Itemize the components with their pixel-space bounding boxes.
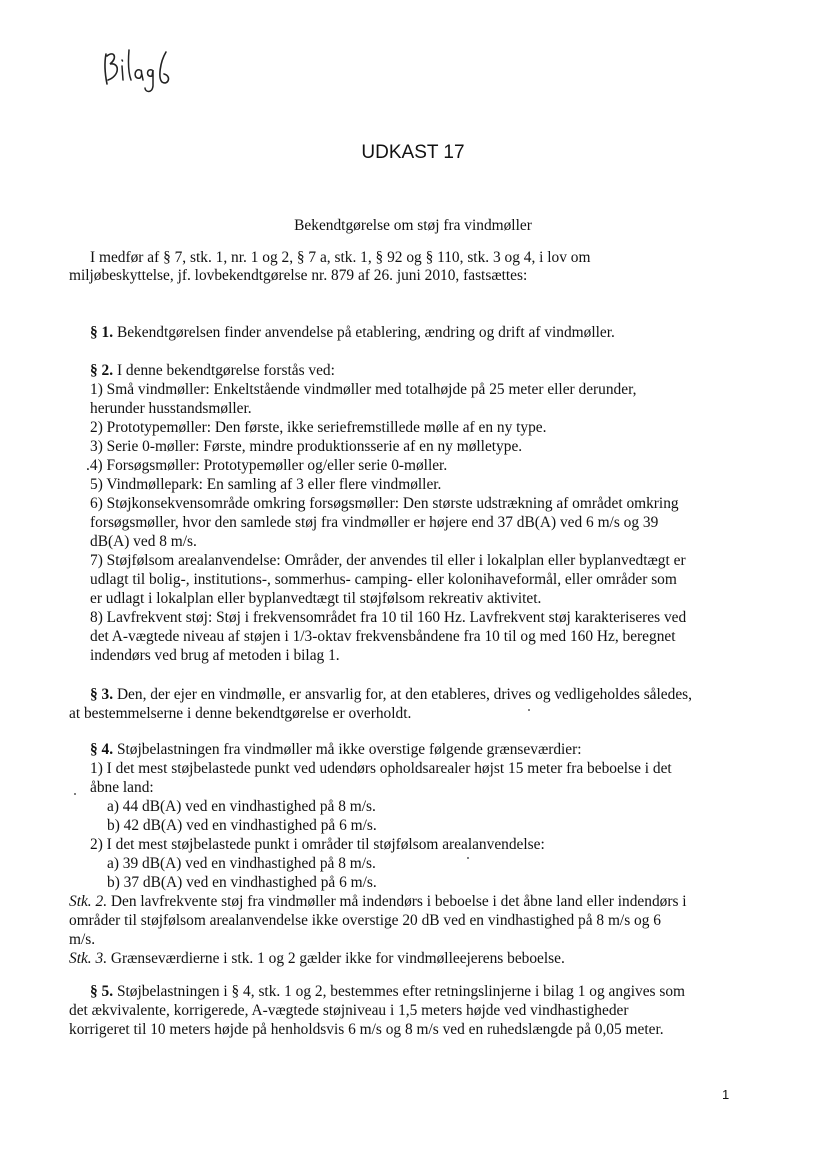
section-text: Støjbelastningen fra vindmøller må ikke overstige følgende grænseværdier: — [113, 741, 582, 758]
stk-text: Grænseværdierne i stk. 1 og 2 gælder ikke for vindmølleejerens beboelse. — [107, 950, 565, 967]
section-text: Den, der ejer en vindmølle, er ansvarlig for, at den etableres, drives og vedligeholdes således, — [113, 686, 692, 703]
stk-label: Stk. 2. — [69, 893, 108, 910]
section-2-intro — [90, 361, 335, 380]
stk-2-line: m/s. — [69, 931, 96, 948]
limit-line: b) 37 dB(A) ved en vindhastighed på 6 m/s. — [107, 874, 377, 891]
section-text: Støjbelastningen i § 4, stk. 1 og 2, bestemmes efter retningslinjerne i bilag 1 og angives som — [113, 983, 686, 1000]
definition-line: indendørs ved brug af metoden i bilag 1. — [90, 647, 340, 664]
section-number: § 4. — [90, 741, 114, 758]
stk-2 — [69, 892, 687, 911]
definition-line: 2) Prototypemøller: Den første, ikke seriefremstillede mølle af en ny type. — [90, 419, 547, 436]
section-number: § 3. — [90, 686, 114, 703]
section-3 — [90, 685, 692, 704]
stk-label: Stk. 3. — [69, 950, 108, 967]
section-4-intro — [90, 740, 582, 759]
stk-3 — [69, 949, 565, 968]
definition-line: forsøgsmøller, hvor den samlede støj fra vindmøller er højere end 37 dB(A) ved 6 m/s og 39 — [90, 514, 659, 531]
document-title: Bekendtgørelse om støj fra vindmøller — [294, 217, 532, 234]
section-5 — [90, 982, 685, 1001]
section-number: § 2. — [90, 362, 114, 379]
section-number: § 1. — [90, 324, 114, 341]
scan-speck — [467, 857, 469, 859]
preamble-line: miljøbeskyttelse, jf. lovbekendtgørelse nr. 879 af 26. juni 2010, fastsættes: — [69, 267, 528, 284]
definition-line: 1) Små vindmøller: Enkeltstående vindmøller med totalhøjde på 25 meter eller derunder, — [90, 381, 637, 398]
handwritten-note-bilag-6 — [98, 42, 178, 98]
definition-line: dB(A) ved 8 m/s. — [90, 533, 197, 550]
limit-line: a) 39 dB(A) ved en vindhastighed på 8 m/s. — [107, 855, 376, 872]
limit-line: åbne land: — [90, 779, 154, 796]
scan-speck — [74, 793, 76, 795]
section-5-line: det ækvivalente, korrigerede, A-vægtede støjniveau i 1,5 meters højde ved vindhastigheder — [69, 1002, 629, 1019]
draft-label: UDKAST 17 — [361, 142, 465, 163]
section-text: I denne bekendtgørelse forstås ved: — [113, 362, 335, 379]
limit-line: a) 44 dB(A) ved en vindhastighed på 8 m/s. — [107, 798, 376, 815]
section-number: § 5. — [90, 983, 114, 1000]
preamble-line: I medfør af § 7, stk. 1, nr. 1 og 2, § 7 a, stk. 1, § 92 og § 110, stk. 3 og 4, i lov om — [90, 249, 591, 266]
definition-line: 3) Serie 0-møller: Første, mindre produktionsserie af en ny mølletype. — [90, 438, 523, 455]
definition-line: 5) Vindmøllepark: En samling af 3 eller flere vindmøller. — [90, 476, 442, 493]
definition-line: er udlagt i lokalplan eller byplanvedtægt til støjfølsom rekreativ aktivitet. — [90, 590, 542, 607]
section-1 — [90, 323, 615, 342]
section-text: Bekendtgørelsen finder anvendelse på etablering, ændring og drift af vindmøller. — [113, 324, 615, 341]
limit-line: b) 42 dB(A) ved en vindhastighed på 6 m/s. — [107, 817, 377, 834]
page-number: 1 — [722, 1087, 730, 1102]
definition-line: det A-vægtede niveau af støjen i 1/3-oktav frekvensbåndene fra 10 til og med 160 Hz, beregnet — [90, 628, 676, 645]
limit-line: 2) I det mest støjbelastede punkt i områder til støjfølsom arealanvendelse: — [90, 836, 545, 853]
definition-line: 7) Støjfølsom arealanvendelse: Områder, der anvendes til eller i lokalplan eller byplanvedtægt er — [90, 552, 686, 569]
scan-speck — [528, 709, 530, 711]
definition-line: herunder husstandsmøller. — [90, 400, 252, 417]
stk-2-line: områder til støjfølsom arealanvendelse ikke overstige 20 dB ved en vindhastighed på 8 m/s og 6 — [69, 912, 661, 929]
definition-line: 6) Støjkonsekvensområde omkring forsøgsmøller: Den største udstrækning af området omkring — [90, 495, 679, 512]
definition-line: .4) Forsøgsmøller: Prototypemøller og/eller serie 0-møller. — [86, 457, 448, 474]
section-3-line: at bestemmelserne i denne bekendtgørelse er overholdt. — [69, 705, 412, 722]
definition-line: 8) Lavfrekvent støj: Støj i frekvensområdet fra 10 til 160 Hz. Lavfrekvent støj karakteriseres ved — [90, 609, 687, 626]
stk-text: Den lavfrekvente støj fra vindmøller må indendørs i beboelse i det åbne land eller indendørs i — [107, 893, 687, 910]
section-5-line: korrigeret til 10 meters højde på henholdsvis 6 m/s og 8 m/s ved en ruhedslængde på 0,05 meter. — [69, 1021, 664, 1038]
limit-line: 1) I det mest støjbelastede punkt ved udendørs opholdsarealer højst 15 meter fra beboelse i det — [90, 760, 672, 777]
definition-line: udlagt til bolig-, institutions-, sommerhus- camping- eller kolonihaveformål, eller områder som — [90, 571, 677, 588]
